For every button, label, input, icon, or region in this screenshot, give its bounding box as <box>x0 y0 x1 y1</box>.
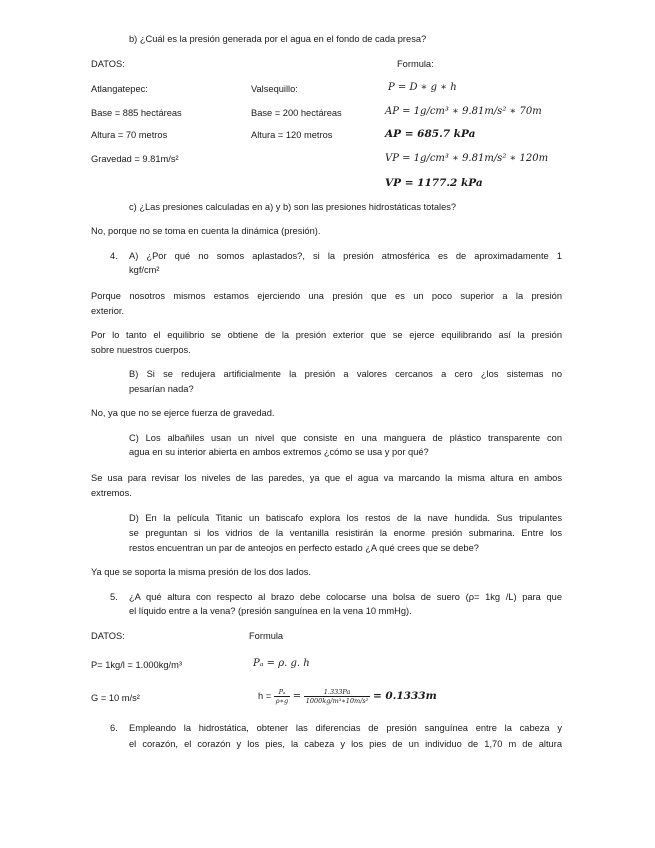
dam1-name: Atlangatepec: <box>91 84 148 94</box>
q5-line2: el líquido entre a la vena? (presión sanguínea en la vena 10 mmHg). <box>129 606 412 616</box>
g-data: G = 10 m/s² <box>91 693 140 703</box>
answer-4c-line2: extremos. <box>91 488 132 498</box>
q4d-line2: se preguntan si los vidrios de la ventanilla resistirán la enorme presión submarina. Entre los <box>129 528 562 538</box>
formula-label: Formula: <box>397 59 434 69</box>
h-equals: = <box>292 691 302 702</box>
datos2-label: DATOS: <box>91 631 125 641</box>
answer-4d: Ya que se soporta la misma presión de los dos lados. <box>91 567 311 577</box>
q4-line2: kgf/cm² <box>129 265 160 275</box>
fraction2-numerator: 1.333Pa <box>304 688 371 697</box>
p-data: P= 1kg/l = 1.000kg/m³ <box>91 660 182 670</box>
answer-4-line3: Por lo tanto el equilibrio se obtiene de la presión exterior que se ejerce equilibrando así la presión <box>91 330 562 340</box>
answer-4-line2: exterior. <box>91 306 125 316</box>
fraction-values <box>304 688 371 705</box>
q5-number: 5. <box>110 592 118 602</box>
fraction1-denominator: ρ∗g <box>275 697 289 706</box>
formula-ap: AP = 1g/cm³ ∗ 9.81m/s² ∗ 70m <box>385 106 542 117</box>
dam2-altura: Altura = 120 metros <box>251 130 333 140</box>
pa-formula: Pₐ = ρ. g. h <box>253 658 310 669</box>
q4-number: 4. <box>110 251 118 261</box>
answer-4b: No, ya que no se ejerce fuerza de gravedad. <box>91 408 275 418</box>
q4d-line3: restos encuentran un par de anteojos en perfecto estado ¿A qué crees que se debe? <box>129 543 479 553</box>
answer-4-line1: Porque nosotros mismos estamos ejerciendo una presión que es un poco superior a la presión <box>91 291 562 301</box>
q6-line2: el corazón, el corazón y los pies, la cabeza y los pies de un individuo de 1,70 m de altura <box>129 739 562 749</box>
h-lhs: h = <box>258 691 272 701</box>
question-b: b) ¿Cuál es la presión generada por el agua en el fondo de cada presa? <box>129 34 427 44</box>
fraction2-denominator: 1000kg/m³∗10m/s² <box>305 697 369 706</box>
h-formula <box>258 683 437 710</box>
dam2-base: Base = 200 hectáreas <box>251 108 342 118</box>
h-result: = 0.1333m <box>372 690 437 702</box>
fraction-pa-over-rho-g <box>274 688 290 705</box>
dam1-base: Base = 885 hectáreas <box>91 108 182 118</box>
q4b-line2: pesarían nada? <box>129 384 194 394</box>
answer-4-line4: sobre nuestros cuerpos. <box>91 345 191 355</box>
q4d-line1: D) En la película Titanic un batiscafo explora los restos de la nave hundida. Sus tripulantes <box>129 513 562 523</box>
q4b-line1: B) Si se redujera artificialmente la presión a valores cercanos a cero ¿los sistemas no <box>129 369 562 379</box>
question-c: c) ¿Las presiones calculadas en a) y b) son las presiones hidrostáticas totales? <box>129 202 457 212</box>
answer-4c-line1: Se usa para revisar los niveles de las paredes, ya que el agua va marcando la misma altura en ambos <box>91 473 562 483</box>
datos-label: DATOS: <box>91 59 125 69</box>
formula-pressure: P = D ∗ g ∗ h <box>388 82 457 93</box>
q4c-line1: C) Los albañiles usan un nivel que consiste en una manguera de plástico transparente con <box>129 433 562 443</box>
fraction1-numerator: Pₐ <box>274 688 290 697</box>
q6-line1: Empleando la hidrostática, obtener las diferencias de presión sanguínea entre la cabeza y <box>129 723 562 733</box>
q4-line1: A) ¿Por qué no somos aplastados?, si la presión atmosférica es de aproximadamente 1 <box>129 251 562 261</box>
q6-number: 6. <box>110 723 118 733</box>
result-ap: AP = 685.7 kPa <box>385 128 476 140</box>
answer-c: No, porque no se toma en cuenta la dinámica (presión). <box>91 226 321 236</box>
dam2-name: Valsequillo: <box>251 84 298 94</box>
q5-line1: ¿A qué altura con respecto al brazo debe colocarse una bolsa de suero (ρ= 1kg /L) para que <box>129 592 562 602</box>
formula-vp: VP = 1g/cm³ ∗ 9.81m/s² ∗ 120m <box>385 153 549 164</box>
dam1-altura: Altura = 70 metros <box>91 130 168 140</box>
dam1-gravedad: Gravedad = 9.81m/s² <box>91 154 179 164</box>
q4c-line2: agua en su interior abierta en ambos extremos ¿cómo se usa y por qué? <box>129 447 429 457</box>
result-vp: VP = 1177.2 kPa <box>385 177 483 189</box>
formula2-label: Formula <box>249 631 284 641</box>
